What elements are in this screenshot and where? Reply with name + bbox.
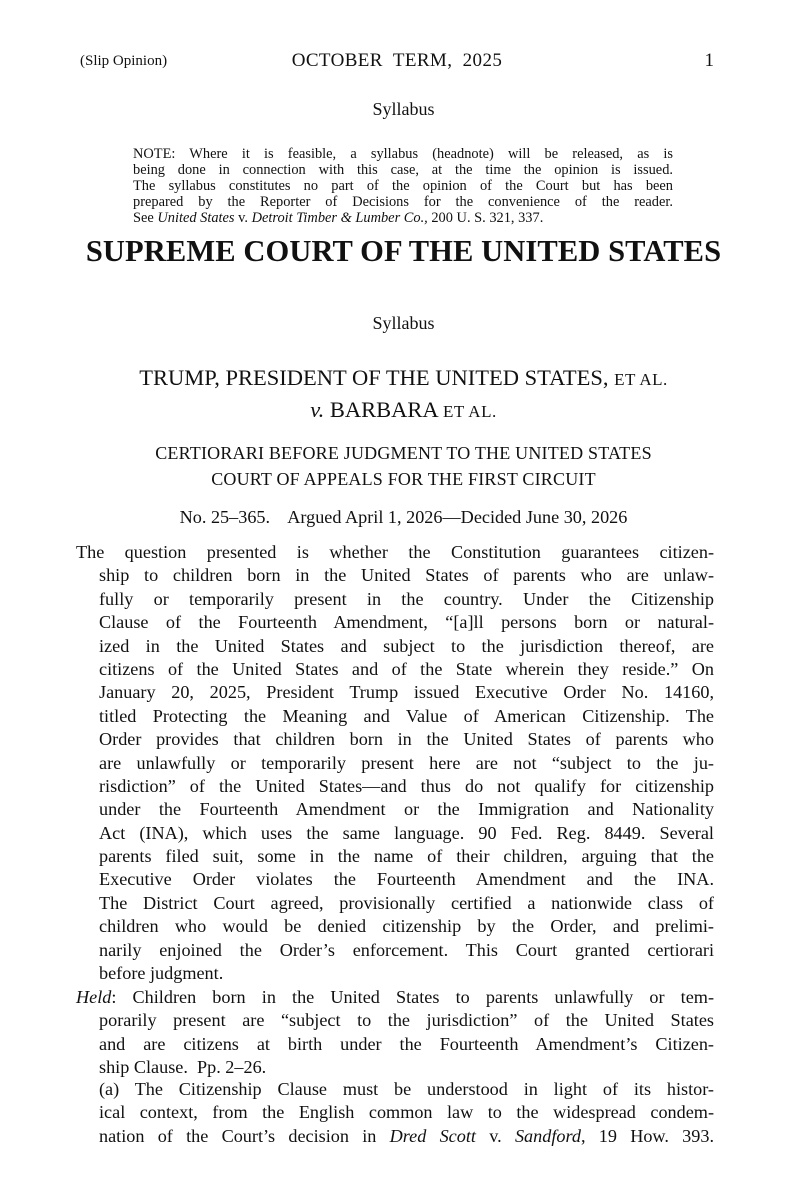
case-name: United States [157,210,235,226]
paragraph-line: titled Protecting the Meaning and Value of American Citizenship. The [99,705,714,726]
syllabus-heading-top: Syllabus [372,99,435,119]
citation: 200 U. S. 321, 337. [427,210,544,226]
case-name: Sandford [514,1125,581,1146]
versus: v. [234,210,252,226]
cert-line: CERTIORARI BEFORE JUDGMENT TO THE UNITED STATES [155,443,652,463]
reporter-note [133,146,673,226]
paragraph-line: (a) The Citizenship Clause must be understood in light of its histor- [99,1079,714,1099]
paragraph-line: Clause of the Fourteenth Amendment, “[a]ll persons born or natural- [99,612,714,633]
paragraph-line: fully or temporarily present in the country. Under the Citizenship [99,588,714,609]
paragraph-line: January 20, 2025, President Trump issued Executive Order No. 14160, [99,682,714,703]
note-line: NOTE: Where it is feasible, a syllabus (headnote) will be released, as is [133,146,673,162]
paragraph-line: ized in the United States and subject to the jurisdiction thereof, are [99,635,714,656]
paragraph-line: Executive Order violates the Fourteenth Amendment and the INA. [99,869,714,890]
held-text: : Children born in the United States to parents unlawfully or tem- [111,987,714,1007]
paragraph-line: and are citizens at birth under the Fourteenth Amendment’s Citizen- [99,1033,714,1054]
held-paragraph [76,986,714,1080]
cert-line: COURT OF APPEALS FOR THE FIRST CIRCUIT [211,469,596,489]
paragraph-line: Order provides that children born in the United States of parents who [99,729,714,750]
paragraph-line: children who would be denied citizenship by the Order, and prelimi- [99,916,714,937]
slip-opinion-label: (Slip Opinion) [80,53,168,69]
paragraph-line: ical context, from the English common law to the widespread condem- [99,1102,714,1123]
paragraph-line: ship to children born in the United States of parents who are unlaw- [99,565,714,586]
note-line-citation [133,210,673,226]
held-label: Held [76,987,112,1007]
paragraph-line: citizens of the United States and of the State wherein they reside.” On [99,658,714,679]
citation: , 19 How. 393. [580,1125,715,1146]
page-number: 1 [704,50,714,71]
petitioner: TRUMP, PRESIDENT OF THE UNITED STATES, [139,365,609,390]
docket-line: No. 25–365. Argued April 1, 2026—Decided June 30, 2026 [179,507,628,527]
court-title: SUPREME COURT OF THE UNITED STATES [85,234,722,268]
versus: v. [475,1125,515,1146]
caption-line-1 [0,363,807,395]
versus: v. [310,397,325,422]
paragraph-line: risdiction” of the United States—and thus do not qualify for citizenship [99,775,714,796]
held-line-1 [76,986,714,1009]
paragraph-line: Act (INA), which uses the same language. 90 Fed. Reg. 8449. Several [99,822,714,843]
paragraph-line: are unlawfully or temporarily present here are not “subject to the ju- [99,752,714,773]
paragraph-line: parents filed suit, some in the name of their children, arguing that the [99,846,714,867]
paragraph-line: porarily present are “subject to the jurisdiction” of the United States [99,1010,714,1031]
note-line: prepared by the Reporter of Decisions for the convenience of the reader. [133,194,673,210]
subparagraph-a [76,1078,714,1148]
paragraph-line: narily enjoined the Order’s enforcement. This Court granted certiorari [99,939,714,960]
syllabus-heading: Syllabus [372,313,435,333]
paragraph-line: The question presented is whether the Constitution guarantees citizen- [76,542,714,562]
case-name: Dred Scott [389,1125,476,1146]
paragraph-line: under the Fourteenth Amendment or the Immigration and Nationality [99,799,714,820]
citation-text: nation of the Court’s decision in [99,1125,390,1146]
certiorari-heading [0,440,807,492]
note-line: The syllabus constitutes no part of the opinion of the Court but has been [133,178,673,194]
see-text: See [133,210,158,226]
note-line: being done in connection with this case, at the time the opinion is issued. [133,162,673,178]
respondent: BARBARA [324,397,438,422]
paragraph-line: ship Clause. Pp. 2–26. [99,1057,267,1078]
paragraph-line-citation [76,1125,714,1148]
case-caption [0,363,807,427]
running-head [80,50,714,74]
case-name: Detroit Timber & Lumber Co., [251,210,428,226]
question-presented-paragraph [76,541,714,985]
et-al: ET AL. [614,370,668,389]
et-al: ET AL. [443,402,497,421]
term-label: OCTOBER TERM, 2025 [291,50,503,71]
paragraph-line: The District Court agreed, provisionally certified a nationwide class of [99,892,714,913]
caption-line-2 [0,395,807,427]
paragraph-line: before judgment. [99,963,224,984]
